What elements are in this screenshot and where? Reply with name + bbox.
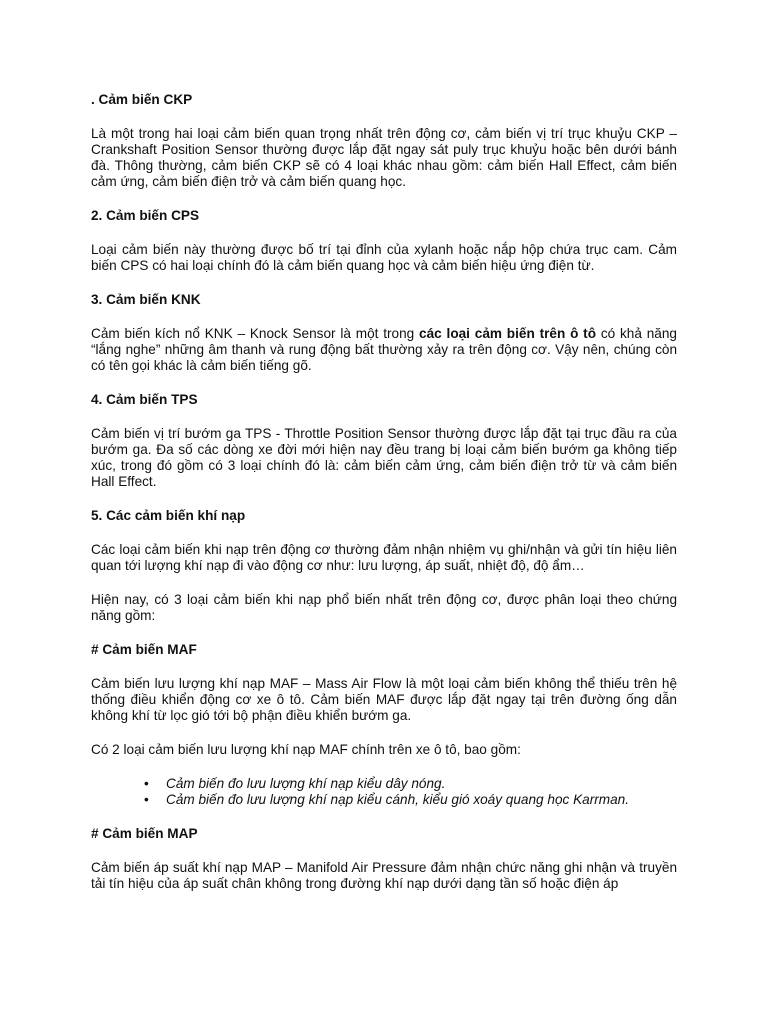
list-item bbox=[144, 792, 677, 808]
paragraph-knk-part1: Cảm biến kích nổ KNK – Knock Sensor là một trong bbox=[91, 326, 420, 341]
list-item-text: Cảm biến đo lưu lượng khí nạp kiểu cánh, kiểu gió xoáy quang học Karrman. bbox=[166, 792, 629, 807]
paragraph-intake-1: Các loại cảm biến khi nạp trên động cơ thường đảm nhận nhiệm vụ ghi/nhận và gửi tín hiệu liên quan tới lượng khí nạp đi vào động cơ như: lưu lượng, áp suất, nhiệt độ, độ ẩm… bbox=[91, 542, 677, 573]
document-page bbox=[91, 92, 677, 910]
heading-map: # Cảm biến MAP bbox=[91, 826, 198, 841]
heading-intake-sensors: 5. Các cảm biến khí nạp bbox=[91, 508, 246, 523]
paragraph-maf-2: Có 2 loại cảm biến lưu lượng khí nạp MAF chính trên xe ô tô, bao gồm: bbox=[91, 742, 521, 757]
heading-cps: 2. Cảm biến CPS bbox=[91, 208, 200, 223]
heading-tps: 4. Cảm biến TPS bbox=[91, 392, 198, 407]
list-item-text: Cảm biến đo lưu lượng khí nạp kiểu dây nóng. bbox=[166, 776, 446, 791]
paragraph-tps: Cảm biến vị trí bướm ga TPS - Throttle Position Sensor thường được lắp đặt tại trục đầu ra của bướm ga. Đa số các dòng xe đời mới hiện nay đều trang bị loại cảm biến bướm ga không tiếp xúc, trong đó gồm có 3 loại chính đó là: cảm biến cảm ứng, cảm biến điện trở từ và cảm biến Hall Effect. bbox=[91, 426, 677, 489]
paragraph-map: Cảm biến áp suất khí nạp MAP – Manifold Air Pressure đảm nhận chức năng ghi nhận và truyền tải tín hiệu của áp suất chân không trong đường khí nạp dưới dạng tần số hoặc điện áp bbox=[91, 860, 677, 891]
paragraph-cps: Loại cảm biến này thường được bố trí tại đỉnh của xylanh hoặc nắp hộp chứa trục cam. Cảm biến CPS có hai loại chính đó là cảm biến quang học và cảm biến hiệu ứng điện từ. bbox=[91, 242, 677, 273]
paragraph-knk-link-text: các loại cảm biến trên ô tô bbox=[419, 326, 597, 341]
heading-maf: # Cảm biến MAF bbox=[91, 642, 197, 657]
paragraph-knk-part2: có khả năng “lắng nghe” những âm thanh và rung động bất thường xảy ra trên động cơ. Vậy nên, chúng còn có tên gọi khác là cảm biến tiếng gõ. bbox=[91, 326, 677, 373]
heading-ckp: . Cảm biến CKP bbox=[91, 92, 193, 107]
list-item bbox=[144, 776, 677, 792]
heading-knk: 3. Cảm biến KNK bbox=[91, 292, 201, 307]
bullet-icon: • bbox=[144, 792, 149, 807]
paragraph-knk bbox=[91, 326, 677, 374]
maf-type-list bbox=[91, 776, 677, 808]
paragraph-intake-2: Hiện nay, có 3 loại cảm biến khi nạp phổ biến nhất trên động cơ, được phân loại theo chứng năng gồm: bbox=[91, 592, 677, 623]
paragraph-ckp: Là một trong hai loại cảm biến quan trọng nhất trên động cơ, cảm biến vị trí trục khuỷu CKP – Crankshaft Position Sensor thường được lắp đặt ngay sát puly trục khuỷu hoặc bên dưới bánh đà. Thông thường, cảm biến CKP sẽ có 4 loại khác nhau gồm: cảm biến Hall Effect, cảm biến cảm ứng, cảm biến điện trở và cảm biến quang học. bbox=[91, 126, 677, 189]
paragraph-maf-1: Cảm biến lưu lượng khí nạp MAF – Mass Air Flow là một loại cảm biến không thể thiếu trên hệ thống điều khiển động cơ xe ô tô. Cảm biến MAF được lắp đặt ngay tại trên đường ống dẫn không khí từ lọc gió tới bộ phận điều khiển bướm ga. bbox=[91, 676, 677, 723]
bullet-icon: • bbox=[144, 776, 149, 791]
